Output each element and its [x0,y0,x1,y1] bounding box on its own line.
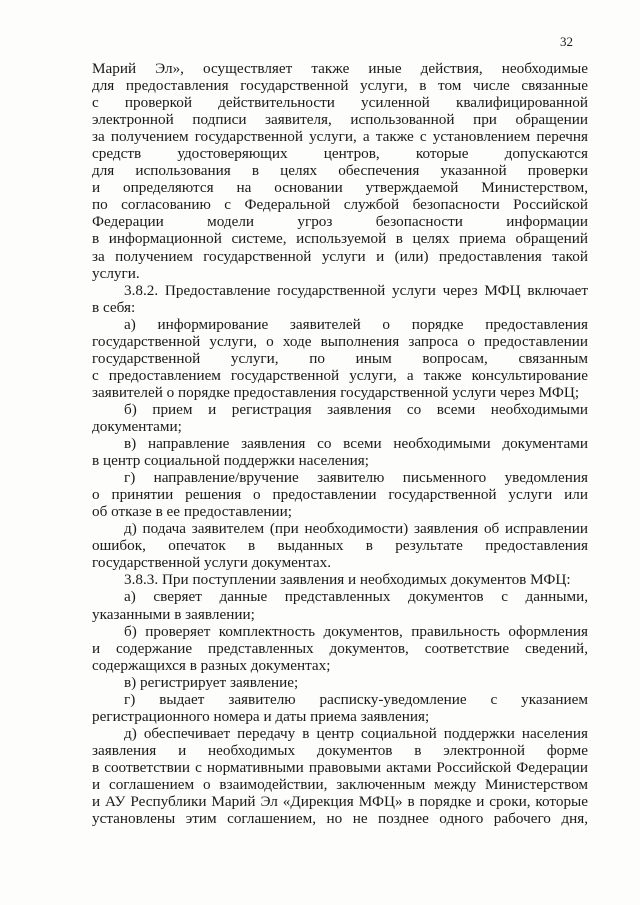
page-number: 32 [560,34,573,49]
text-line: 3.8.3. При поступлении заявления и необходимых документов МФЦ: [124,571,571,589]
text-line: в информационной системе, используемой в целях приема обращений [92,230,588,248]
text-line: документами; [92,417,182,435]
text-line: содержащихся в разных документах; [92,656,331,674]
text-line: б) прием и регистрация заявления со всеми необходимыми [124,400,588,418]
text-line: а) информирование заявителей о порядке предоставления [124,315,588,333]
text-line: и определяются на основании утверждаемой Министерством, [92,179,588,197]
text-line: государственной услуги документах. [92,554,332,572]
text-line: ошибок, опечаток в выданных в результате предоставления [92,537,588,555]
text-line: Марий Эл», осуществляет также иные действия, необходимые [92,60,588,77]
text-line: средств удостоверяющих центров, которые допускаются [92,145,588,163]
text-line: в соответствии с нормативными правовыми актами Российской Федерации [92,758,588,776]
text-line: д) обеспечивает передачу в центр социальной поддержки населения [124,724,588,742]
text-line: и содержание представленных документов, соответствие сведений, [92,639,588,657]
text-line: указанными в заявлении; [92,605,255,623]
text-line: государственной услуги, по иным вопросам, связанным [92,349,588,367]
text-line: государственной услуги, о ходе выполнения запроса о предоставлении [92,332,588,350]
text-line: с проверкой действительности усиленной квалифицированной [92,94,588,112]
text-line: услуги. [92,264,140,282]
text-line: г) направление/вручение заявителю письменного уведомления [124,469,588,487]
text-line: о принятии решения о предоставлении государственной услуги или [92,486,588,504]
text-line: и соглашением о взаимодействии, заключенным между Министерством [92,775,588,793]
text-line: а) сверяет данные представленных документов с данными, [124,588,588,606]
text-line: по согласованию с Федеральной службой безопасности Российской [92,196,588,214]
text-line: б) проверяет комплектность документов, правильность оформления [124,622,588,640]
text-line: Федерации модели угроз безопасности информации [92,213,588,231]
text-line: для предоставления государственной услуги, в том числе связанные [92,77,588,95]
text-line: 3.8.2. Предоставление государственной услуги через МФЦ включает [124,281,588,299]
document-body [92,60,588,827]
text-line: в) направление заявления со всеми необходимыми документами [124,435,588,453]
text-line: за получением государственной услуги, а также с установлением перечня [92,128,588,146]
text-line: электронной подписи заявителя, использованной при обращении [92,111,588,129]
text-line: в) регистрирует заявление; [124,673,299,691]
text-line: заявителей о порядке предоставления государственной услуги через МФЦ; [92,383,580,401]
text-line: в центр социальной поддержки населения; [92,452,369,470]
text-line: за получением государственной услуги и (или) предоставления такой [92,247,588,265]
text-line: с предоставлением государственной услуги, а также консультирование [92,366,588,384]
text-line: д) подача заявителем (при необходимости) заявления об исправлении [124,520,588,538]
text-line: установлены этим соглашением, но не позднее одного рабочего дня, [92,810,588,828]
text-line: и АУ Республики Марий Эл «Дирекция МФЦ» в порядке и сроки, которые [92,793,588,811]
text-line: г) выдает заявителю расписку-уведомление с указанием [124,690,588,708]
text-line: для использования в целях обеспечения указанной проверки [92,162,588,180]
text-line: регистрационного номера и даты приема заявления; [92,707,430,725]
text-line: заявления и необходимых документов в электронной форме [92,741,588,759]
text-line: об отказе в ее предоставлении; [92,503,292,521]
text-line: в себя: [92,298,136,316]
